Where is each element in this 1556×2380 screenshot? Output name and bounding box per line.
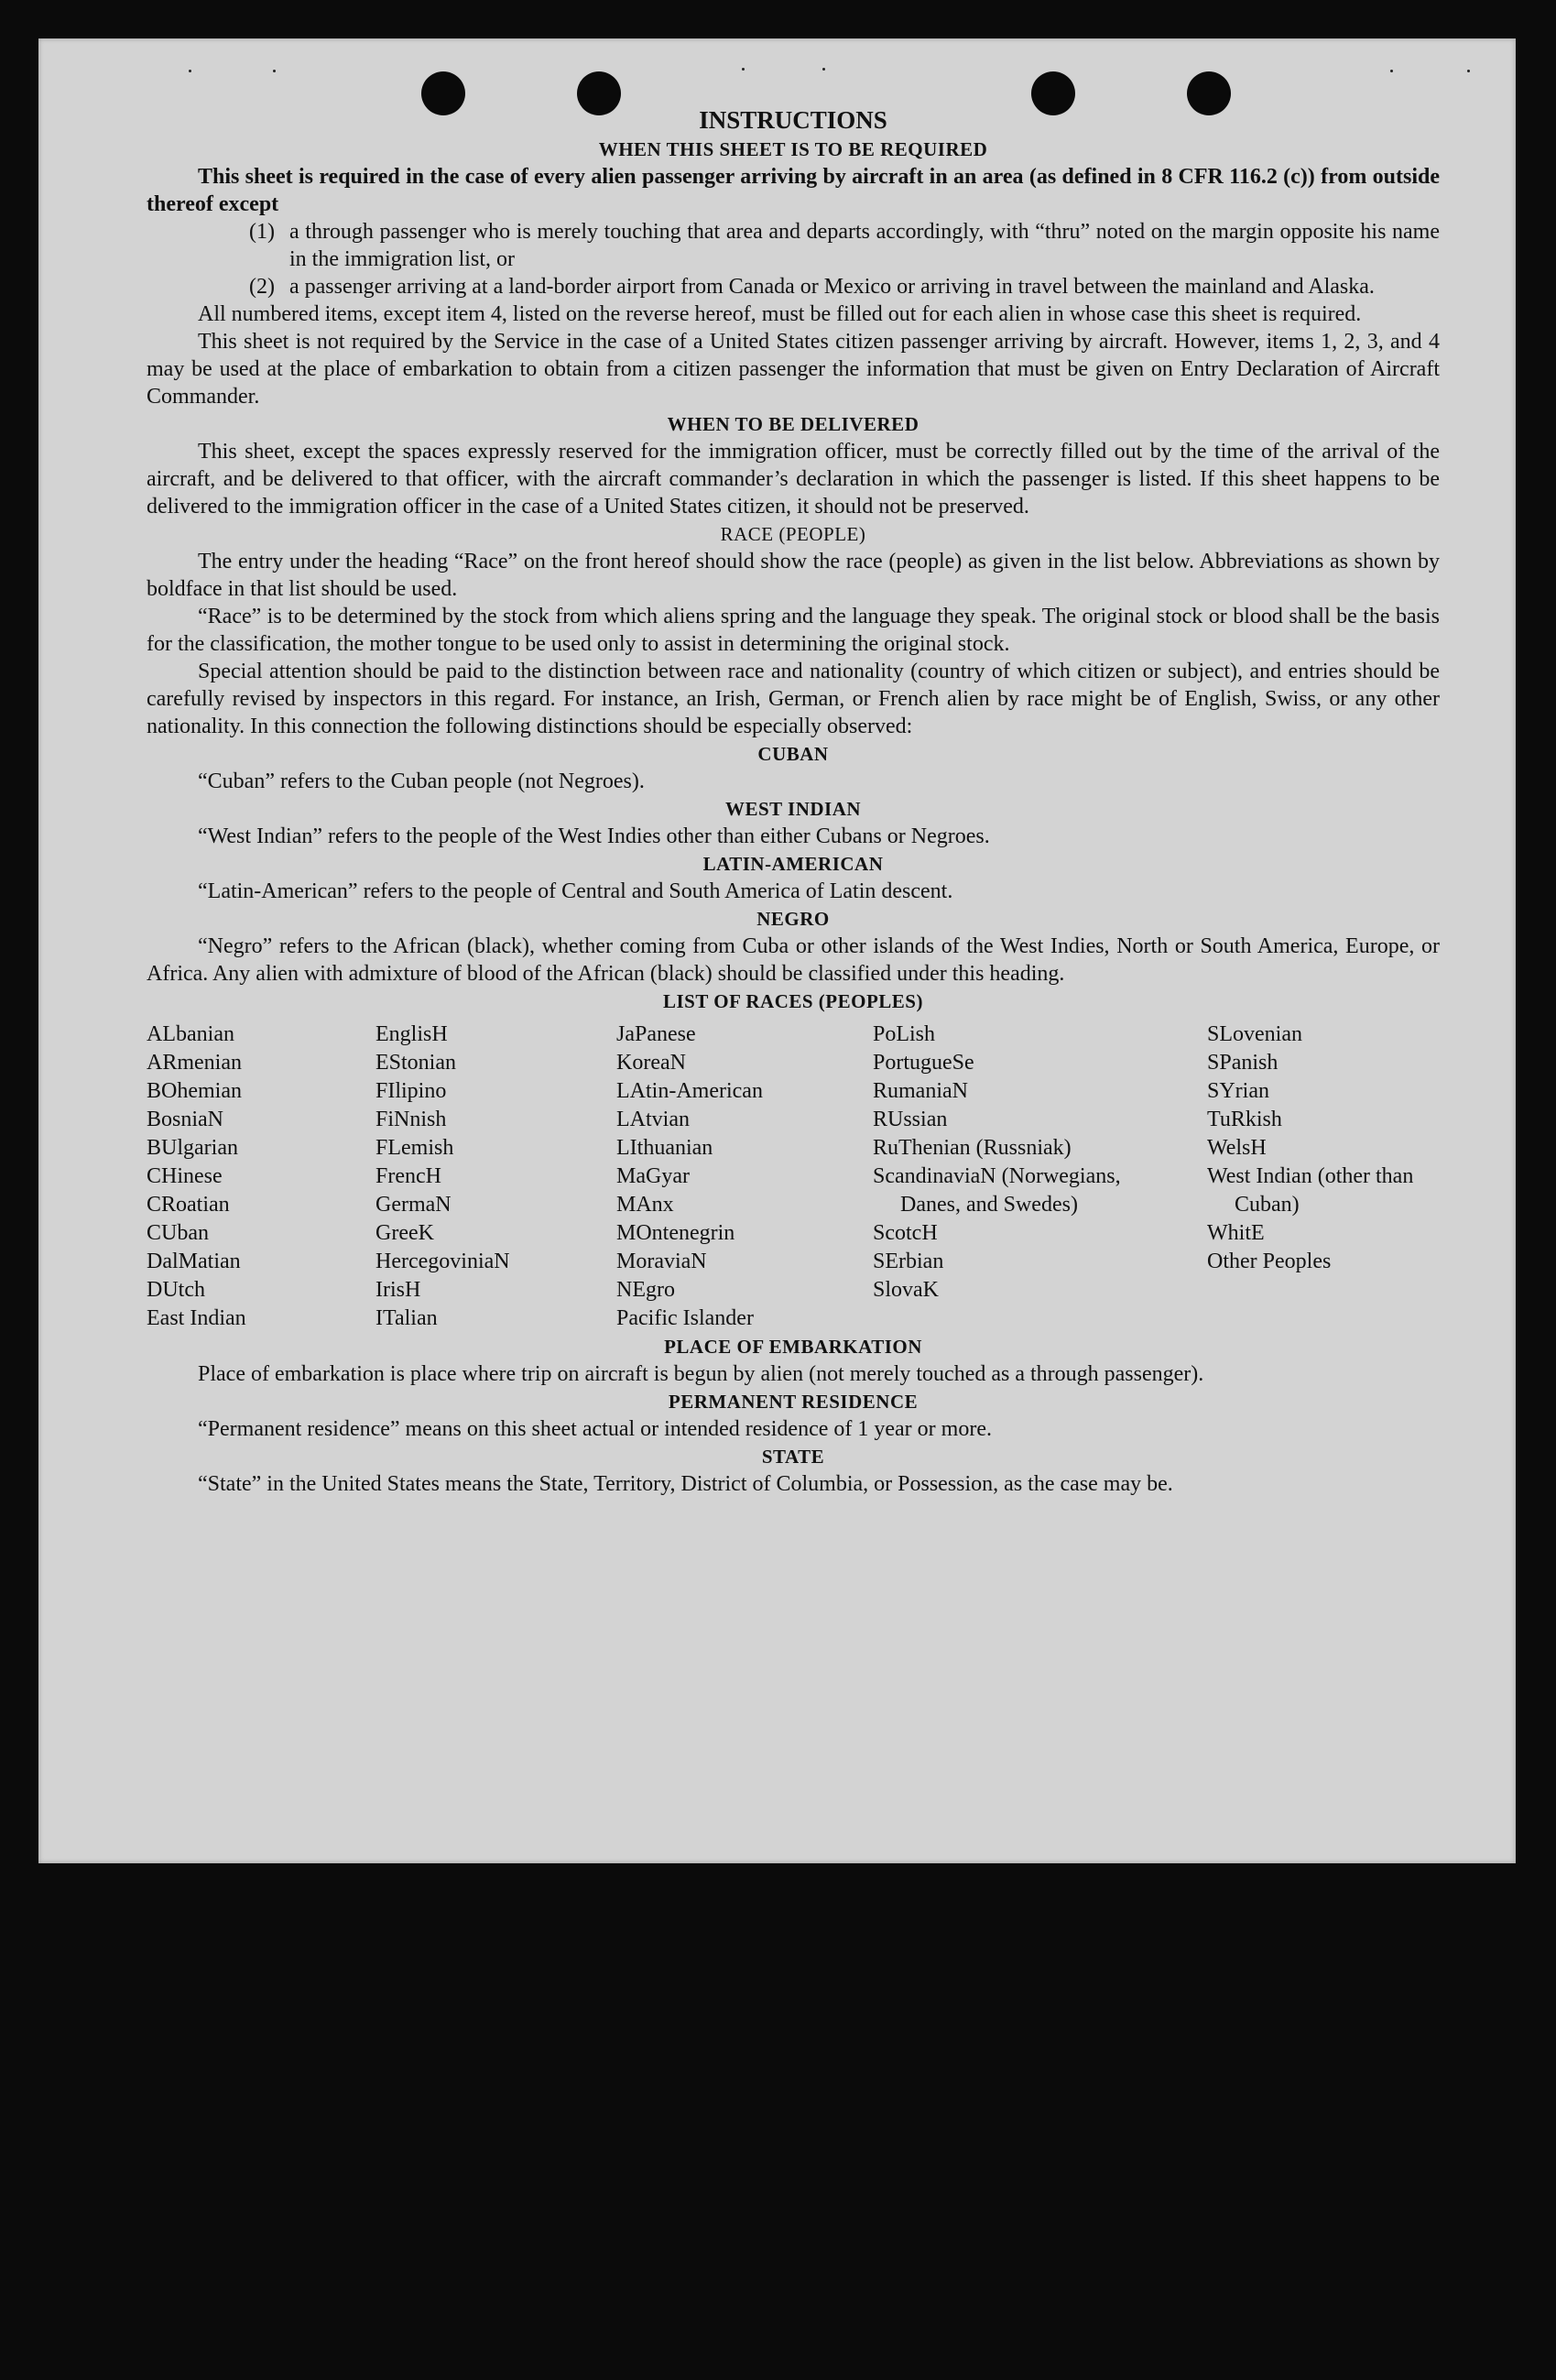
race-entry: LAtin-American: [616, 1079, 763, 1103]
section-heading-race: RACE (PEOPLE): [720, 523, 866, 545]
race-entry: MoraviaN: [616, 1250, 707, 1273]
race-entry: EnglisH: [375, 1022, 448, 1046]
paragraph: This sheet, except the spaces expressly reserved for the immigration officer, must be correctly filled out by the time of the arrival of the aircraft, and be delivered to that officer, with the aircraft commander’s declaration in which the passenger is listed. If this sheet happens to be delivered to the immigration officer in the case of a United States citizen, it should not be preserved.: [147, 440, 1440, 519]
race-entry: NEgro: [616, 1278, 675, 1302]
race-entry: MaGyar: [616, 1164, 690, 1188]
speck: [822, 68, 825, 71]
race-entry: ScandinaviaN (Norwegians, Danes, and Swedes): [873, 1164, 1121, 1217]
race-entry: CRoatian: [147, 1193, 230, 1217]
section-heading-delivered: WHEN TO BE DELIVERED: [667, 413, 919, 435]
race-entry: SYrian: [1207, 1079, 1269, 1103]
race-entry: LAtvian: [616, 1108, 690, 1131]
race-entry: TuRkish: [1207, 1108, 1282, 1131]
race-entry: RumaniaN: [873, 1079, 968, 1103]
race-entry: DUtch: [147, 1278, 205, 1302]
race-entry: JaPanese: [616, 1022, 696, 1046]
section-heading-latin-american: LATIN-AMERICAN: [702, 853, 884, 875]
race-entry: FLemish: [375, 1136, 454, 1160]
list-item: (2) a passenger arriving at a land-border airport from Canada or Mexico or arriving in travel between the mainland and Alaska.: [249, 275, 1375, 299]
speck: [273, 70, 276, 72]
race-entry: GermaN: [375, 1193, 452, 1217]
race-entry: FiNnish: [375, 1108, 447, 1131]
paragraph: “West Indian” refers to the people of the West Indies other than either Cubans or Negroes.: [198, 824, 990, 848]
paragraph: Special attention should be paid to the distinction between race and nationality (country of which citizen or subject), and entries should be carefully revised by inspectors in this regard. For instance, an Irish, German, or French alien by race might be of English, Swiss, or any other nationality. In this connection the following distinctions should be especially observed:: [147, 660, 1440, 738]
race-entry: RuThenian (Russniak): [873, 1136, 1072, 1160]
race-entry: SlovaK: [873, 1278, 939, 1302]
races-column: [616, 1021, 873, 1333]
paragraph: This sheet is not required by the Service in the case of a United States citizen passenger arriving by aircraft. However, items 1, 2, 3, and 4 may be used at the place of embarkation to obtain from a citizen passenger the information that must be given on Entry Declaration of Aircraft Commander.: [147, 330, 1440, 409]
race-entry: CHinese: [147, 1164, 223, 1188]
race-entry: ScotcH: [873, 1221, 938, 1245]
races-column: [375, 1021, 616, 1333]
section-heading-embarkation: PLACE OF EMBARKATION: [664, 1336, 922, 1358]
document-sheet: [38, 38, 1516, 1863]
race-entry: FrencH: [375, 1164, 441, 1188]
race-entry: GreeK: [375, 1221, 434, 1245]
paragraph: All numbered items, except item 4, listed on the reverse hereof, must be filled out for each alien in whose case this sheet is required.: [198, 302, 1362, 326]
race-entry: ITalian: [375, 1306, 438, 1330]
paragraph: “Race” is to be determined by the stock from which aliens spring and the language they speak. The original stock or blood shall be the basis for the classification, the mother tongue to be used only to assist in determining the original stock.: [147, 605, 1440, 656]
race-entry: WhitE: [1207, 1221, 1265, 1245]
race-entry: SLovenian: [1207, 1022, 1302, 1046]
race-entry: RUssian: [873, 1108, 948, 1131]
race-entry: EStonian: [375, 1051, 456, 1075]
race-entry: East Indian: [147, 1306, 246, 1330]
race-entry: WelsH: [1207, 1136, 1267, 1160]
paragraph: “Permanent residence” means on this sheet actual or intended residence of 1 year or more.: [198, 1417, 992, 1441]
race-entry: Pacific Islander: [616, 1306, 754, 1330]
race-entry: BosniaN: [147, 1108, 223, 1131]
section-heading-cuban: CUBAN: [757, 743, 829, 765]
speck: [189, 70, 191, 72]
races-column: [1207, 1021, 1440, 1333]
race-entry: PortugueSe: [873, 1051, 974, 1075]
speck: [742, 68, 745, 71]
race-entry: ARmenian: [147, 1051, 242, 1075]
race-entry: LIthuanian: [616, 1136, 713, 1160]
race-entry: BUlgarian: [147, 1136, 238, 1160]
paragraph: “Latin-American” refers to the people of Central and South America of Latin descent.: [198, 879, 953, 903]
section-heading-residence: PERMANENT RESIDENCE: [668, 1391, 919, 1413]
section-heading-required: WHEN THIS SHEET IS TO BE REQUIRED: [598, 138, 988, 160]
race-entry: Other Peoples: [1207, 1250, 1332, 1273]
paragraph: The entry under the heading “Race” on the front hereof should show the race (people) as given in the list below. Abbreviations as shown by boldface in that list should be used.: [147, 550, 1440, 601]
race-entry: BOhemian: [147, 1079, 242, 1103]
section-heading-negro: NEGRO: [756, 908, 830, 930]
race-entry: MAnx: [616, 1193, 674, 1217]
instructions-content: [147, 104, 1440, 1498]
race-entry: CUban: [147, 1221, 209, 1245]
speck: [1467, 70, 1470, 72]
races-column: [147, 1021, 375, 1333]
race-entry: IrisH: [375, 1278, 421, 1302]
races-list: [147, 1021, 1440, 1333]
race-entry: FIlipino: [375, 1079, 447, 1103]
race-entry: ALbanian: [147, 1022, 234, 1046]
paragraph: This sheet is required in the case of every alien passenger arriving by aircraft in an area (as defined in 8 CFR 116.2 (c)) from outside thereof except: [147, 165, 1440, 216]
races-column: [873, 1021, 1207, 1333]
section-heading-west-indian: WEST INDIAN: [724, 798, 862, 820]
paragraph: Place of embarkation is place where trip on aircraft is begun by alien (not merely touched as a through passenger).: [198, 1362, 1204, 1386]
speck: [1390, 70, 1393, 72]
paragraph: “State” in the United States means the State, Territory, District of Columbia, or Possession, as the case may be.: [198, 1472, 1173, 1496]
section-heading-races-list: LIST OF RACES (PEOPLES): [663, 990, 923, 1012]
race-entry: SPanish: [1207, 1051, 1279, 1075]
race-entry: West Indian (other than Cuban): [1207, 1164, 1414, 1217]
race-entry: PoLish: [873, 1022, 936, 1046]
race-entry: DalMatian: [147, 1250, 241, 1273]
section-heading-state: STATE: [761, 1446, 825, 1468]
page-title: INSTRUCTIONS: [699, 106, 887, 134]
race-entry: KoreaN: [616, 1051, 686, 1075]
list-item: (1) a through passenger who is merely touching that area and departs accordingly, with “thru” noted on the margin opposite his name in the immigration list, or: [249, 220, 1440, 271]
race-entry: MOntenegrin: [616, 1221, 735, 1245]
race-entry: SErbian: [873, 1250, 944, 1273]
paragraph: “Negro” refers to the African (black), whether coming from Cuba or other islands of the West Indies, North or South America, Europe, or Africa. Any alien with admixture of blood of the African (black) should be classified under this heading.: [147, 934, 1440, 986]
race-entry: HercegoviniaN: [375, 1250, 510, 1273]
paragraph: “Cuban” refers to the Cuban people (not Negroes).: [198, 770, 645, 793]
